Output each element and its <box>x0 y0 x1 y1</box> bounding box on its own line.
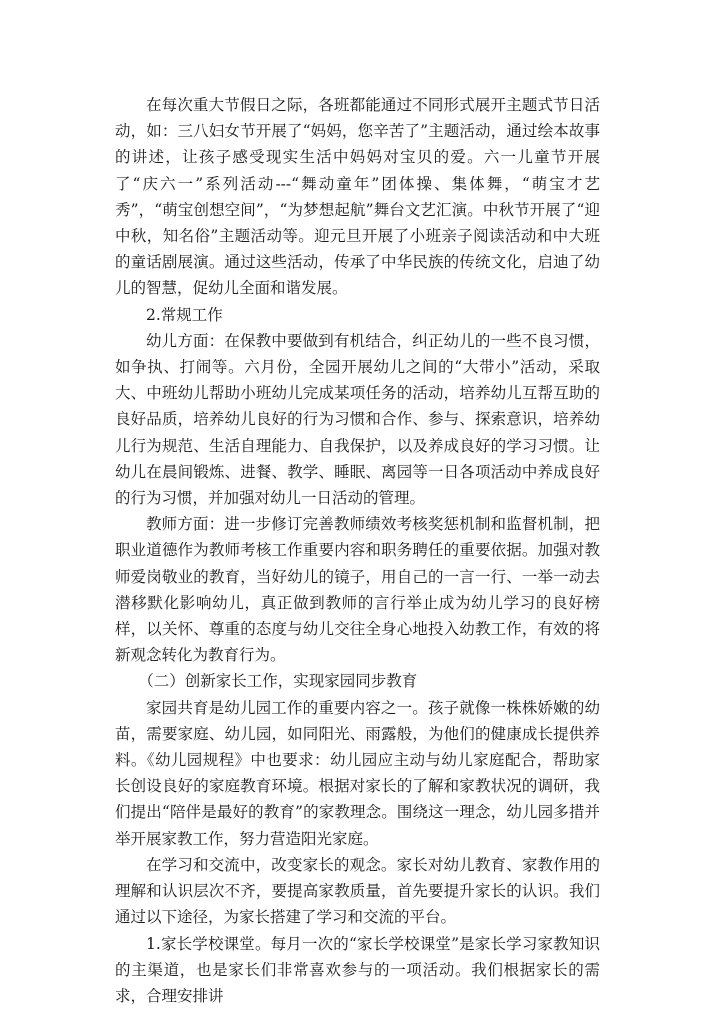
paragraph-parent-school-class: 1.家长学校课堂。每月一次的“家长学校课堂”是家长学习家教知识的主渠道，也是家长们非常喜欢参与的一项活动。我们根据家长的需求，合理安排讲 <box>115 934 600 1005</box>
paragraph-holiday-activities: 在每次重大节假日之际，各班都能通过不同形式展开主题式节日活动，如：三八妇女节开展了“妈妈，您辛苦了”主题活动，通过绘本故事的讲述，让孩子感受现实生活中妈妈对宝贝的爱。六一儿童节开展了“庆六一”系列活动---“舞动童年”团体操、集体舞，“萌宝才艺秀”，“萌宝创想空间”，“为梦想起航”舞台文艺汇演。中秋节开展了“迎中秋，知名俗”主题活动等。迎元旦开展了小班亲子阅读活动和中大班的童话剧展演。通过这些活动，传承了中华民族的传统文化，启迪了幼儿的智慧，促幼儿全面和谐发展。 <box>115 96 600 298</box>
paragraph-teacher-aspect: 教师方面：进一步修订完善教师绩效考核奖惩机制和监督机制，把职业道德作为教师考核工作重要内容和职务聘任的重要依据。加强对教师爱岗敬业的教育，当好幼儿的镜子，用自己的一言一行、一举一动去潜移默化影响幼儿，真正做到教师的言行举止成为幼儿学习的良好榜样，以关怀、尊重的态度与幼儿交往全身心地投入幼教工作，有效的将新观念转化为教育行为。 <box>115 515 600 665</box>
paragraph-learning-exchange: 在学习和交流中，改变家长的观念。家长对幼儿教育、家教作用的理解和认识层次不齐，要提高家教质量，首先要提升家长的认识。我们通过以下途径，为家长搭建了学习和交流的平台。 <box>115 855 600 927</box>
document-body <box>115 92 600 1009</box>
paragraph-children-aspect: 幼儿方面：在保教中要做到有机结合，纠正幼儿的一些不良习惯，如争执、打闹等。六月份，全园开展幼儿之间的“大带小”活动，采取大、中班幼儿帮助小班幼儿完成某项任务的活动，培养幼儿互帮互助的良好品质，培养幼儿良好的行为习惯和合作、参与、探索意识，培养幼儿行为规范、生活自理能力、自我保护，以及养成良好的学习习惯。让幼儿在晨间锻炼、进餐、教学、睡眠、离园等一日各项活动中养成良好的行为习惯，并加强对幼儿一日活动的管理。 <box>115 331 600 508</box>
subheading-routine-work: 2.常规工作 <box>146 305 223 324</box>
section-heading-parent-work: （二）创新家长工作，实现家园同步教育 <box>138 672 418 691</box>
paragraph-home-school-cooperation: 家园共育是幼儿园工作的重要内容之一。孩子就像一株株娇嫩的幼苗，需要家庭、幼儿园，如同阳光、雨露般，为他们的健康成长提供养料。《幼儿园规程》中也要求：幼儿园应主动与幼儿家庭配合，帮助家长创设良好的家庭教育环境。根据对家长的了解和家教状况的调研，我们提出“陪伴是最好的教育”的家教理念。围绕这一理念，幼儿园多措并举开展家教工作，努力营造阳光家庭。 <box>115 698 600 848</box>
